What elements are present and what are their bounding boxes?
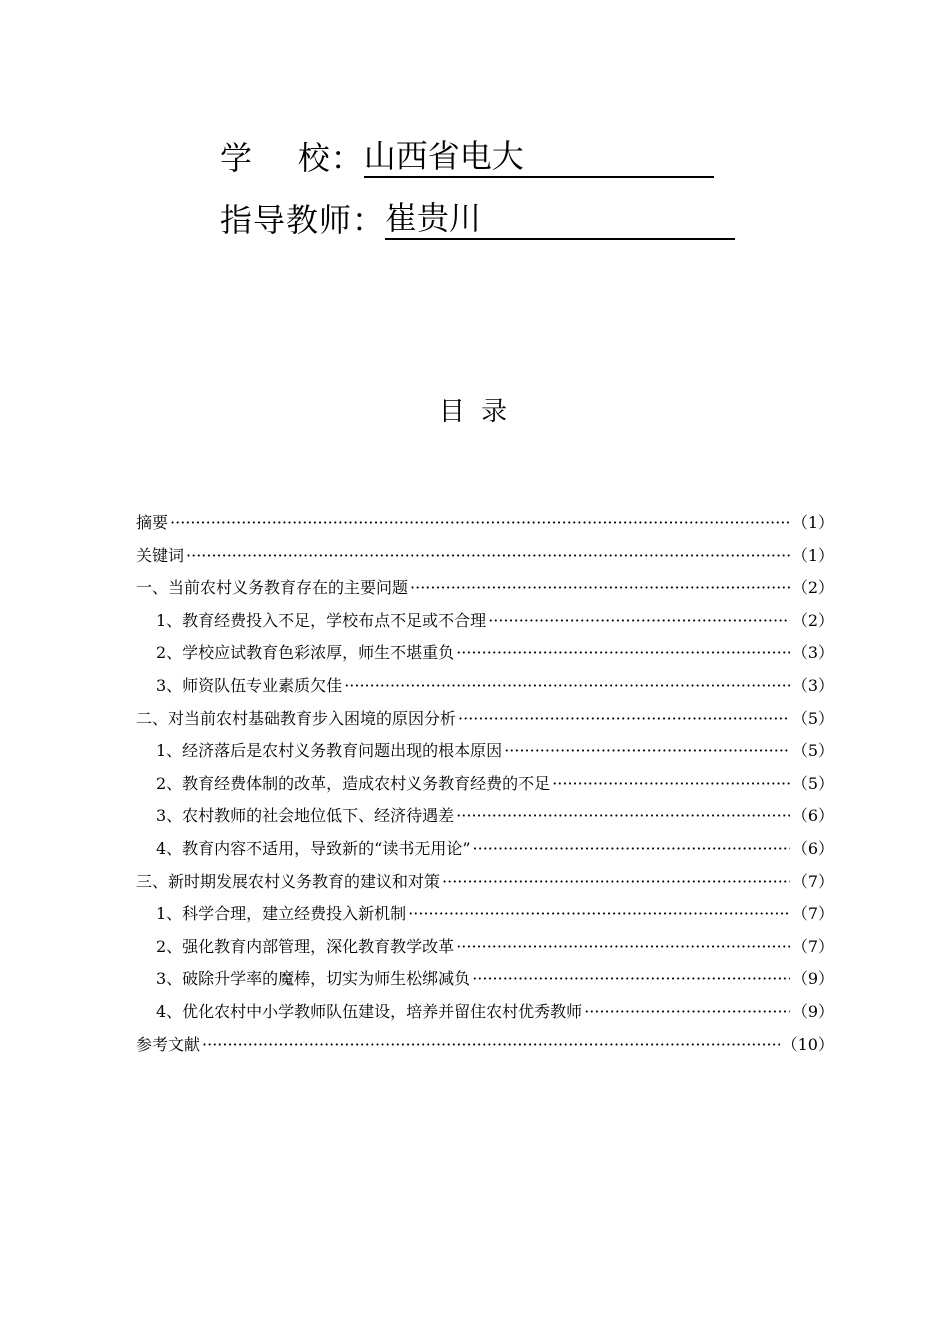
toc-entry-page: （9） [791, 1001, 834, 1021]
toc-leader-dots [408, 900, 790, 928]
toc-leader-dots [456, 639, 790, 667]
toc-entry [136, 770, 834, 803]
school-label: 学 校： [220, 139, 364, 177]
school-row [220, 124, 760, 178]
toc-entry-page: （5） [791, 773, 834, 793]
toc-entry [136, 705, 834, 738]
toc-entry-page: （5） [791, 708, 834, 728]
cover-header [220, 124, 760, 248]
toc-entry [136, 1031, 834, 1064]
toc-entry-title: 1、教育经费投入不足，学校布点不足或不合理 [156, 610, 487, 630]
toc-entry-page: （7） [791, 904, 834, 924]
toc-leader-dots [456, 802, 790, 830]
toc-entry-title: 4、教育内容不适用，导致新的“读书无用论” [156, 838, 471, 858]
toc-entry [136, 900, 834, 933]
toc-entry-title: 4、优化农村中小学教师队伍建设，培养并留住农村优秀教师 [156, 1001, 583, 1021]
toc-leader-dots [344, 672, 790, 700]
toc-entry-page: （1） [791, 513, 834, 532]
toc-entry [136, 542, 834, 575]
toc-entry-page: （1） [791, 545, 834, 565]
toc-entry [136, 965, 834, 998]
table-of-contents [136, 509, 834, 1063]
toc-entry-title: 2、学校应试教育色彩浓厚，师生不堪重负 [156, 643, 455, 663]
toc-entry-page: （2） [791, 610, 834, 630]
toc-entry [136, 802, 834, 835]
toc-entry-title: 1、经济落后是农村义务教育问题出现的根本原因 [156, 741, 503, 761]
toc-leader-dots [456, 933, 790, 961]
toc-entry-title: 3、破除升学率的魔棒，切实为师生松绑减负 [156, 969, 471, 989]
toc-entry-title: 1、科学合理，建立经费投入新机制 [156, 904, 407, 924]
toc-entry-page: （3） [791, 675, 834, 695]
advisor-label: 指导教师： [220, 201, 386, 239]
school-value: 山西省电大 [363, 137, 524, 175]
advisor-row [220, 186, 760, 240]
toc-entry [136, 933, 834, 966]
toc-entry [136, 868, 834, 901]
toc-leader-dots [488, 607, 790, 635]
toc-entry-page: （10） [781, 1034, 834, 1054]
toc-entry-title: 参考文献 [136, 1034, 201, 1054]
toc-entry-page: （6） [791, 838, 834, 858]
toc-entry [136, 607, 834, 640]
toc-entry [136, 509, 834, 542]
toc-entry-title: 关键词 [136, 545, 185, 565]
advisor-value-underline [385, 198, 735, 240]
toc-entry-page: （5） [791, 741, 834, 761]
toc-entry [136, 835, 834, 868]
school-value-underline [364, 136, 714, 178]
toc-entry-page: （7） [791, 936, 834, 956]
toc-entry-page: （3） [791, 643, 834, 663]
toc-entry-title: 三、新时期发展农村义务教育的建议和对策 [136, 871, 441, 891]
toc-leader-dots [473, 835, 790, 863]
toc-entry [136, 672, 834, 705]
toc-entry [136, 639, 834, 672]
toc-entry [136, 574, 834, 607]
toc-entry-title: 二、对当前农村基础教育步入困境的原因分析 [136, 708, 457, 728]
toc-leader-dots [552, 770, 790, 798]
toc-leader-dots [504, 737, 790, 765]
toc-entry-title: 2、教育经费体制的改革，造成农村义务教育经费的不足 [156, 773, 551, 793]
toc-entry-page: （6） [791, 806, 834, 826]
toc-entry-title: 摘要 [136, 513, 169, 532]
toc-leader-dots [584, 998, 790, 1026]
toc-entry-page: （2） [791, 578, 834, 598]
toc-leader-dots [442, 868, 790, 896]
toc-leader-dots [410, 574, 790, 602]
toc-entry [136, 737, 834, 770]
toc-leader-dots [186, 542, 790, 570]
advisor-value: 崔贵川 [385, 199, 482, 237]
toc-entry-title: 一、当前农村义务教育存在的主要问题 [136, 578, 409, 598]
toc-leader-dots [458, 705, 790, 733]
toc-leader-dots [170, 509, 790, 537]
toc-title: 目 录 [438, 397, 512, 427]
toc-entry-page: （7） [791, 871, 834, 891]
toc-leader-dots [202, 1031, 780, 1059]
toc-entry-title: 2、强化教育内部管理，深化教育教学改革 [156, 936, 455, 956]
toc-leader-dots [472, 965, 790, 993]
toc-entry-title: 3、师资队伍专业素质欠佳 [156, 675, 343, 695]
toc-entry-page: （9） [791, 969, 834, 989]
toc-entry-title: 3、农村教师的社会地位低下、经济待遇差 [156, 806, 455, 826]
toc-entry [136, 998, 834, 1031]
